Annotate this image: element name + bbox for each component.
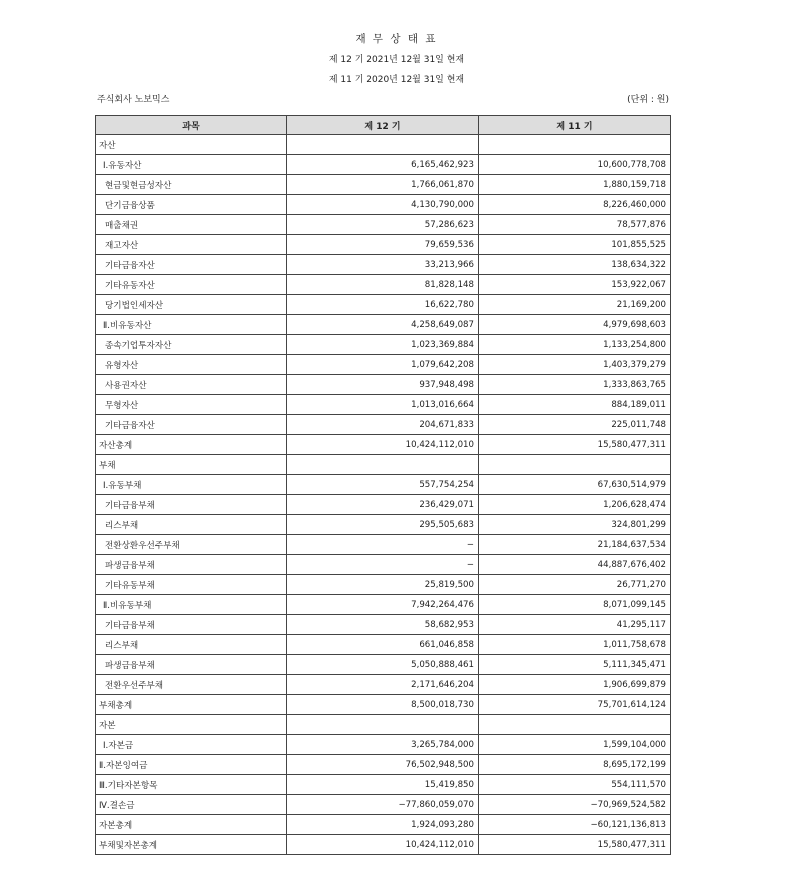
account-name: 매출채권 [96,215,287,235]
account-name: 기타유동부채 [96,575,287,595]
table-row [96,695,671,715]
current-period-value: − [287,535,479,555]
table-row [96,235,671,255]
account-name: 부채및자본총계 [96,835,287,855]
prior-period-value: 225,011,748 [479,415,671,435]
table-row [96,515,671,535]
account-name: 당기법인세자산 [96,295,287,315]
prior-period-value [479,135,671,155]
account-name: Ⅳ.결손금 [96,795,287,815]
table-row [96,475,671,495]
prior-period-value: 4,979,698,603 [479,315,671,335]
account-name: 유형자산 [96,355,287,375]
prior-period-value: 1,403,379,279 [479,355,671,375]
table-row [96,535,671,555]
prior-period-value: 44,887,676,402 [479,555,671,575]
table-header-row [96,116,671,135]
current-period-value: 1,924,093,280 [287,815,479,835]
current-period-value: 16,622,780 [287,295,479,315]
table-row [96,755,671,775]
current-period-value [287,715,479,735]
account-name: 자본 [96,715,287,735]
prior-period-value [479,455,671,475]
prior-period-value: 554,111,570 [479,775,671,795]
prior-period-value: 153,922,067 [479,275,671,295]
prior-period-value: 1,133,254,800 [479,335,671,355]
prior-period-value: 21,184,637,534 [479,535,671,555]
current-period-value: 1,023,369,884 [287,335,479,355]
current-period-value: 7,942,264,476 [287,595,479,615]
account-name: 자산총계 [96,435,287,455]
account-name: 단기금융상품 [96,195,287,215]
account-name: 전환상환우선주부채 [96,535,287,555]
current-period-value: 937,948,498 [287,375,479,395]
table-row [96,715,671,735]
table-row [96,415,671,435]
current-period-value: 79,659,536 [287,235,479,255]
current-period-value: 1,013,016,664 [287,395,479,415]
table-row [96,775,671,795]
table-body [96,135,671,855]
current-period-value: 33,213,966 [287,255,479,275]
table-row [96,315,671,335]
prior-period-value: 8,226,460,000 [479,195,671,215]
prior-period-value: 8,695,172,199 [479,755,671,775]
prior-period-value: 5,111,345,471 [479,655,671,675]
prior-period-value: 1,011,758,678 [479,635,671,655]
table-row [96,555,671,575]
account-name: 자본총계 [96,815,287,835]
prior-period-value: 41,295,117 [479,615,671,635]
prior-period-value: 1,906,699,879 [479,675,671,695]
current-period-value: 236,429,071 [287,495,479,515]
current-period-value: 25,819,500 [287,575,479,595]
account-name: Ⅰ.유동부채 [96,475,287,495]
current-period-value: 204,671,833 [287,415,479,435]
prior-period-value: −70,969,524,582 [479,795,671,815]
account-name: Ⅲ.기타자본항목 [96,775,287,795]
column-header-account: 과목 [96,116,287,135]
table-row [96,455,671,475]
prior-period-value: 1,880,159,718 [479,175,671,195]
prior-period-value: −60,121,136,813 [479,815,671,835]
prior-period-value: 138,634,322 [479,255,671,275]
account-name: 무형자산 [96,395,287,415]
table-row [96,655,671,675]
company-name: 주식회사 노보믹스 [97,95,170,105]
table-row [96,375,671,395]
account-name: Ⅰ.유동자산 [96,155,287,175]
table-row [96,135,671,155]
prior-period-value: 1,333,863,765 [479,375,671,395]
current-period-value: 6,165,462,923 [287,155,479,175]
prior-period-value: 1,206,628,474 [479,495,671,515]
current-period-value: 5,050,888,461 [287,655,479,675]
table-row [96,255,671,275]
table-row [96,195,671,215]
prior-period-value: 1,599,104,000 [479,735,671,755]
current-period-value: 8,500,018,730 [287,695,479,715]
current-period-value: 76,502,948,500 [287,755,479,775]
account-name: 사용권자산 [96,375,287,395]
prior-period-value: 15,580,477,311 [479,435,671,455]
current-period-value: 4,130,790,000 [287,195,479,215]
prior-period-value: 324,801,299 [479,515,671,535]
account-name: 기타금융부채 [96,615,287,635]
unit-label: (단위 : 원) [627,95,669,105]
table-row [96,835,671,855]
account-name: Ⅰ.자본금 [96,735,287,755]
current-period-value: 4,258,649,087 [287,315,479,335]
prior-period-value: 78,577,876 [479,215,671,235]
prior-period-value: 10,600,778,708 [479,155,671,175]
account-name: 부채 [96,455,287,475]
account-name: 재고자산 [96,235,287,255]
table-row [96,575,671,595]
table-row [96,435,671,455]
current-period-value: 3,265,784,000 [287,735,479,755]
prior-period-value: 101,855,525 [479,235,671,255]
table-row [96,335,671,355]
prior-period-value: 15,580,477,311 [479,835,671,855]
table-row [96,675,671,695]
current-period-value: 81,828,148 [287,275,479,295]
table-row [96,295,671,315]
current-period-value: − [287,555,479,575]
account-name: 부채총계 [96,695,287,715]
prior-period-value: 75,701,614,124 [479,695,671,715]
column-header-current: 제 12 기 [287,116,479,135]
account-name: 리스부채 [96,515,287,535]
statement-title: 재 무 상 태 표 [355,33,438,45]
account-name: 파생금융부채 [96,555,287,575]
account-name: 자산 [96,135,287,155]
current-period-value: 10,424,112,010 [287,435,479,455]
current-period-value: −77,860,059,070 [287,795,479,815]
current-period-value: 1,079,642,208 [287,355,479,375]
account-name: Ⅱ.비유동부채 [96,595,287,615]
account-name: 기타금융자산 [96,415,287,435]
current-period-value: 58,682,953 [287,615,479,635]
account-name: 파생금융부채 [96,655,287,675]
table-row [96,395,671,415]
table-row [96,635,671,655]
prior-period-value: 26,771,270 [479,575,671,595]
account-name: 기타금융부채 [96,495,287,515]
prior-period-value [479,715,671,735]
table-row [96,155,671,175]
column-header-prior: 제 11 기 [479,116,671,135]
account-name: Ⅱ.비유동자산 [96,315,287,335]
prior-period-value: 21,169,200 [479,295,671,315]
account-name: 현금및현금성자산 [96,175,287,195]
table-row [96,795,671,815]
current-period-value [287,455,479,475]
account-name: 기타유동자산 [96,275,287,295]
account-name: 기타금융자산 [96,255,287,275]
account-name: 전환우선주부채 [96,675,287,695]
account-name: 리스부채 [96,635,287,655]
current-period-value: 661,046,858 [287,635,479,655]
table-row [96,175,671,195]
table-row [96,355,671,375]
table-row [96,275,671,295]
current-period-value: 10,424,112,010 [287,835,479,855]
table-row [96,735,671,755]
current-period-value: 1,766,061,870 [287,175,479,195]
table-row [96,495,671,515]
table-row [96,615,671,635]
prior-period-value: 67,630,514,979 [479,475,671,495]
current-period-value [287,135,479,155]
current-period-value: 557,754,254 [287,475,479,495]
current-period-value: 15,419,850 [287,775,479,795]
prior-period-value: 8,071,099,145 [479,595,671,615]
current-period-value: 2,171,646,204 [287,675,479,695]
balance-sheet-table [95,115,671,855]
prior-period-value: 884,189,011 [479,395,671,415]
table-row [96,215,671,235]
current-period-value: 295,505,683 [287,515,479,535]
period-current: 제 12 기 2021년 12월 31일 현재 [328,55,465,65]
period-prior: 제 11 기 2020년 12월 31일 현재 [328,75,465,85]
account-name: 종속기업투자자산 [96,335,287,355]
table-row [96,815,671,835]
table-row [96,595,671,615]
account-name: Ⅱ.자본잉여금 [96,755,287,775]
current-period-value: 57,286,623 [287,215,479,235]
